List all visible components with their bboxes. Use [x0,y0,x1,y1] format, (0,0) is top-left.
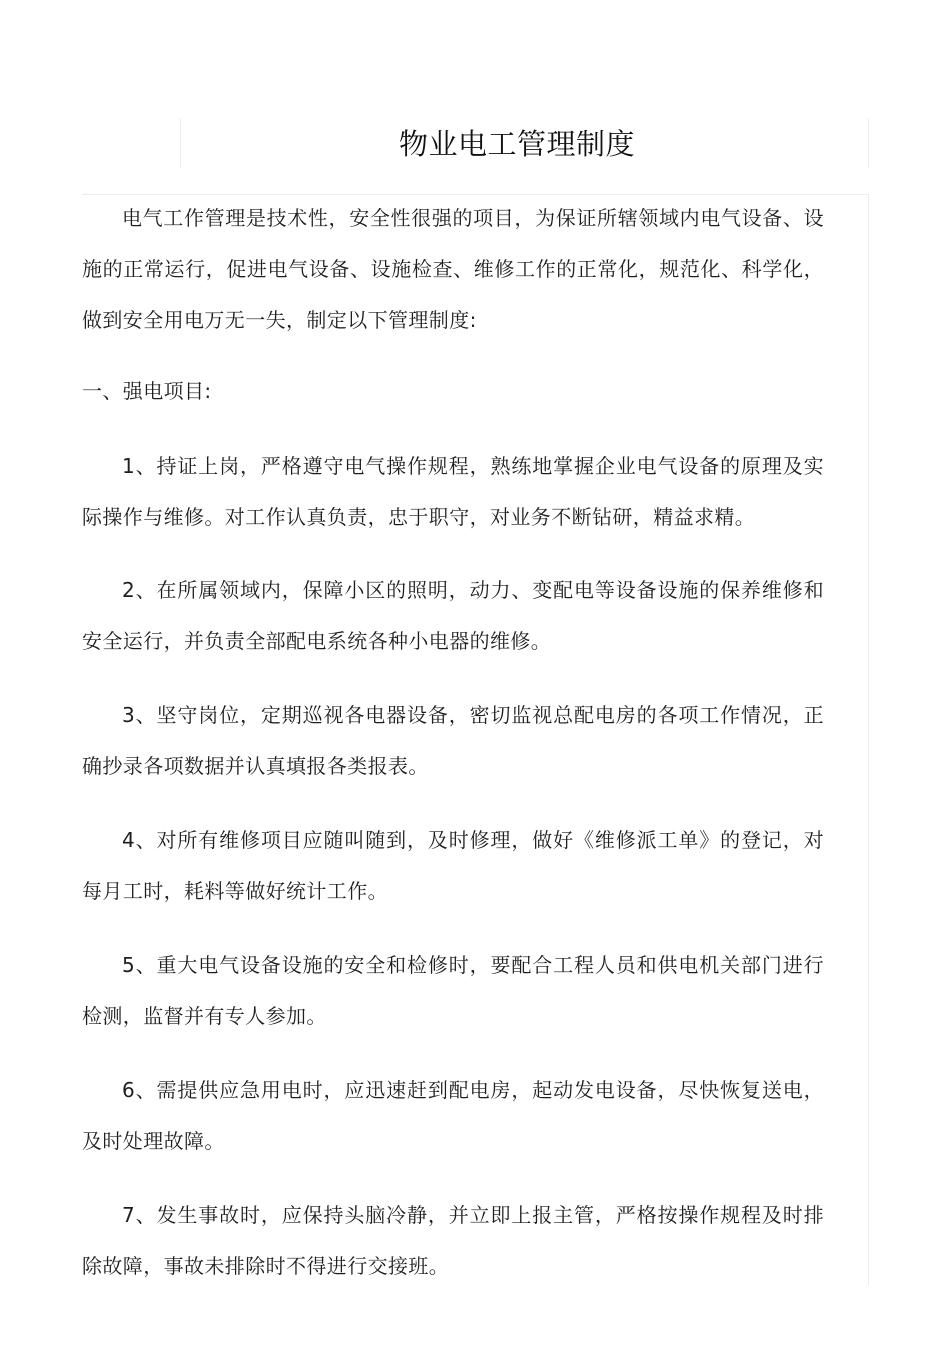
rule-item: 2、在所属领域内，保障小区的照明，动力、变配电等设备设施的保养维修和安全运行，并负责全部配电系统各种小电器的维修。 [82,578,824,653]
rule-item: 7、发生事故时，应保持头脑冷静，并立即上报主管，严格按操作规程及时排除故障，事故未排除时不得进行交接班。 [82,1203,824,1278]
rule-item: 3、坚守岗位，定期巡视各电器设备，密切监视总配电房的各项工作情况，正确抄录各项数据并认真填报各类报表。 [82,703,824,778]
divider [868,195,869,1285]
section-heading: 一、强电项目: [82,379,212,403]
intro-paragraph: 电气工作管理是技术性，安全性很强的项目，为保证所辖领域内电气设备、设施的正常运行，促进电气设备、设施检查、维修工作的正常化，规范化、科学化，做到安全用电万无一失，制定以下管理制度: [82,206,824,332]
rule-item: 5、重大电气设备设施的安全和检修时，要配合工程人员和供电机关部门进行检测，监督并有专人参加。 [82,953,824,1028]
rule-item: 6、需提供应急用电时，应迅速赶到配电房，起动发电设备，尽快恢复送电，及时处理故障。 [82,1078,824,1153]
rule-item: 1、持证上岗，严格遵守电气操作规程，熟练地掌握企业电气设备的原理及实际操作与维修。对工作认真负责，忠于职守，对业务不断钻研，精益求精。 [82,454,824,529]
page-title: 物业电工管理制度 [398,127,635,161]
rule-item: 4、对所有维修项目应随叫随到，及时修理，做好《维修派工单》的登记，对每月工时，耗料等做好统计工作。 [82,828,824,903]
